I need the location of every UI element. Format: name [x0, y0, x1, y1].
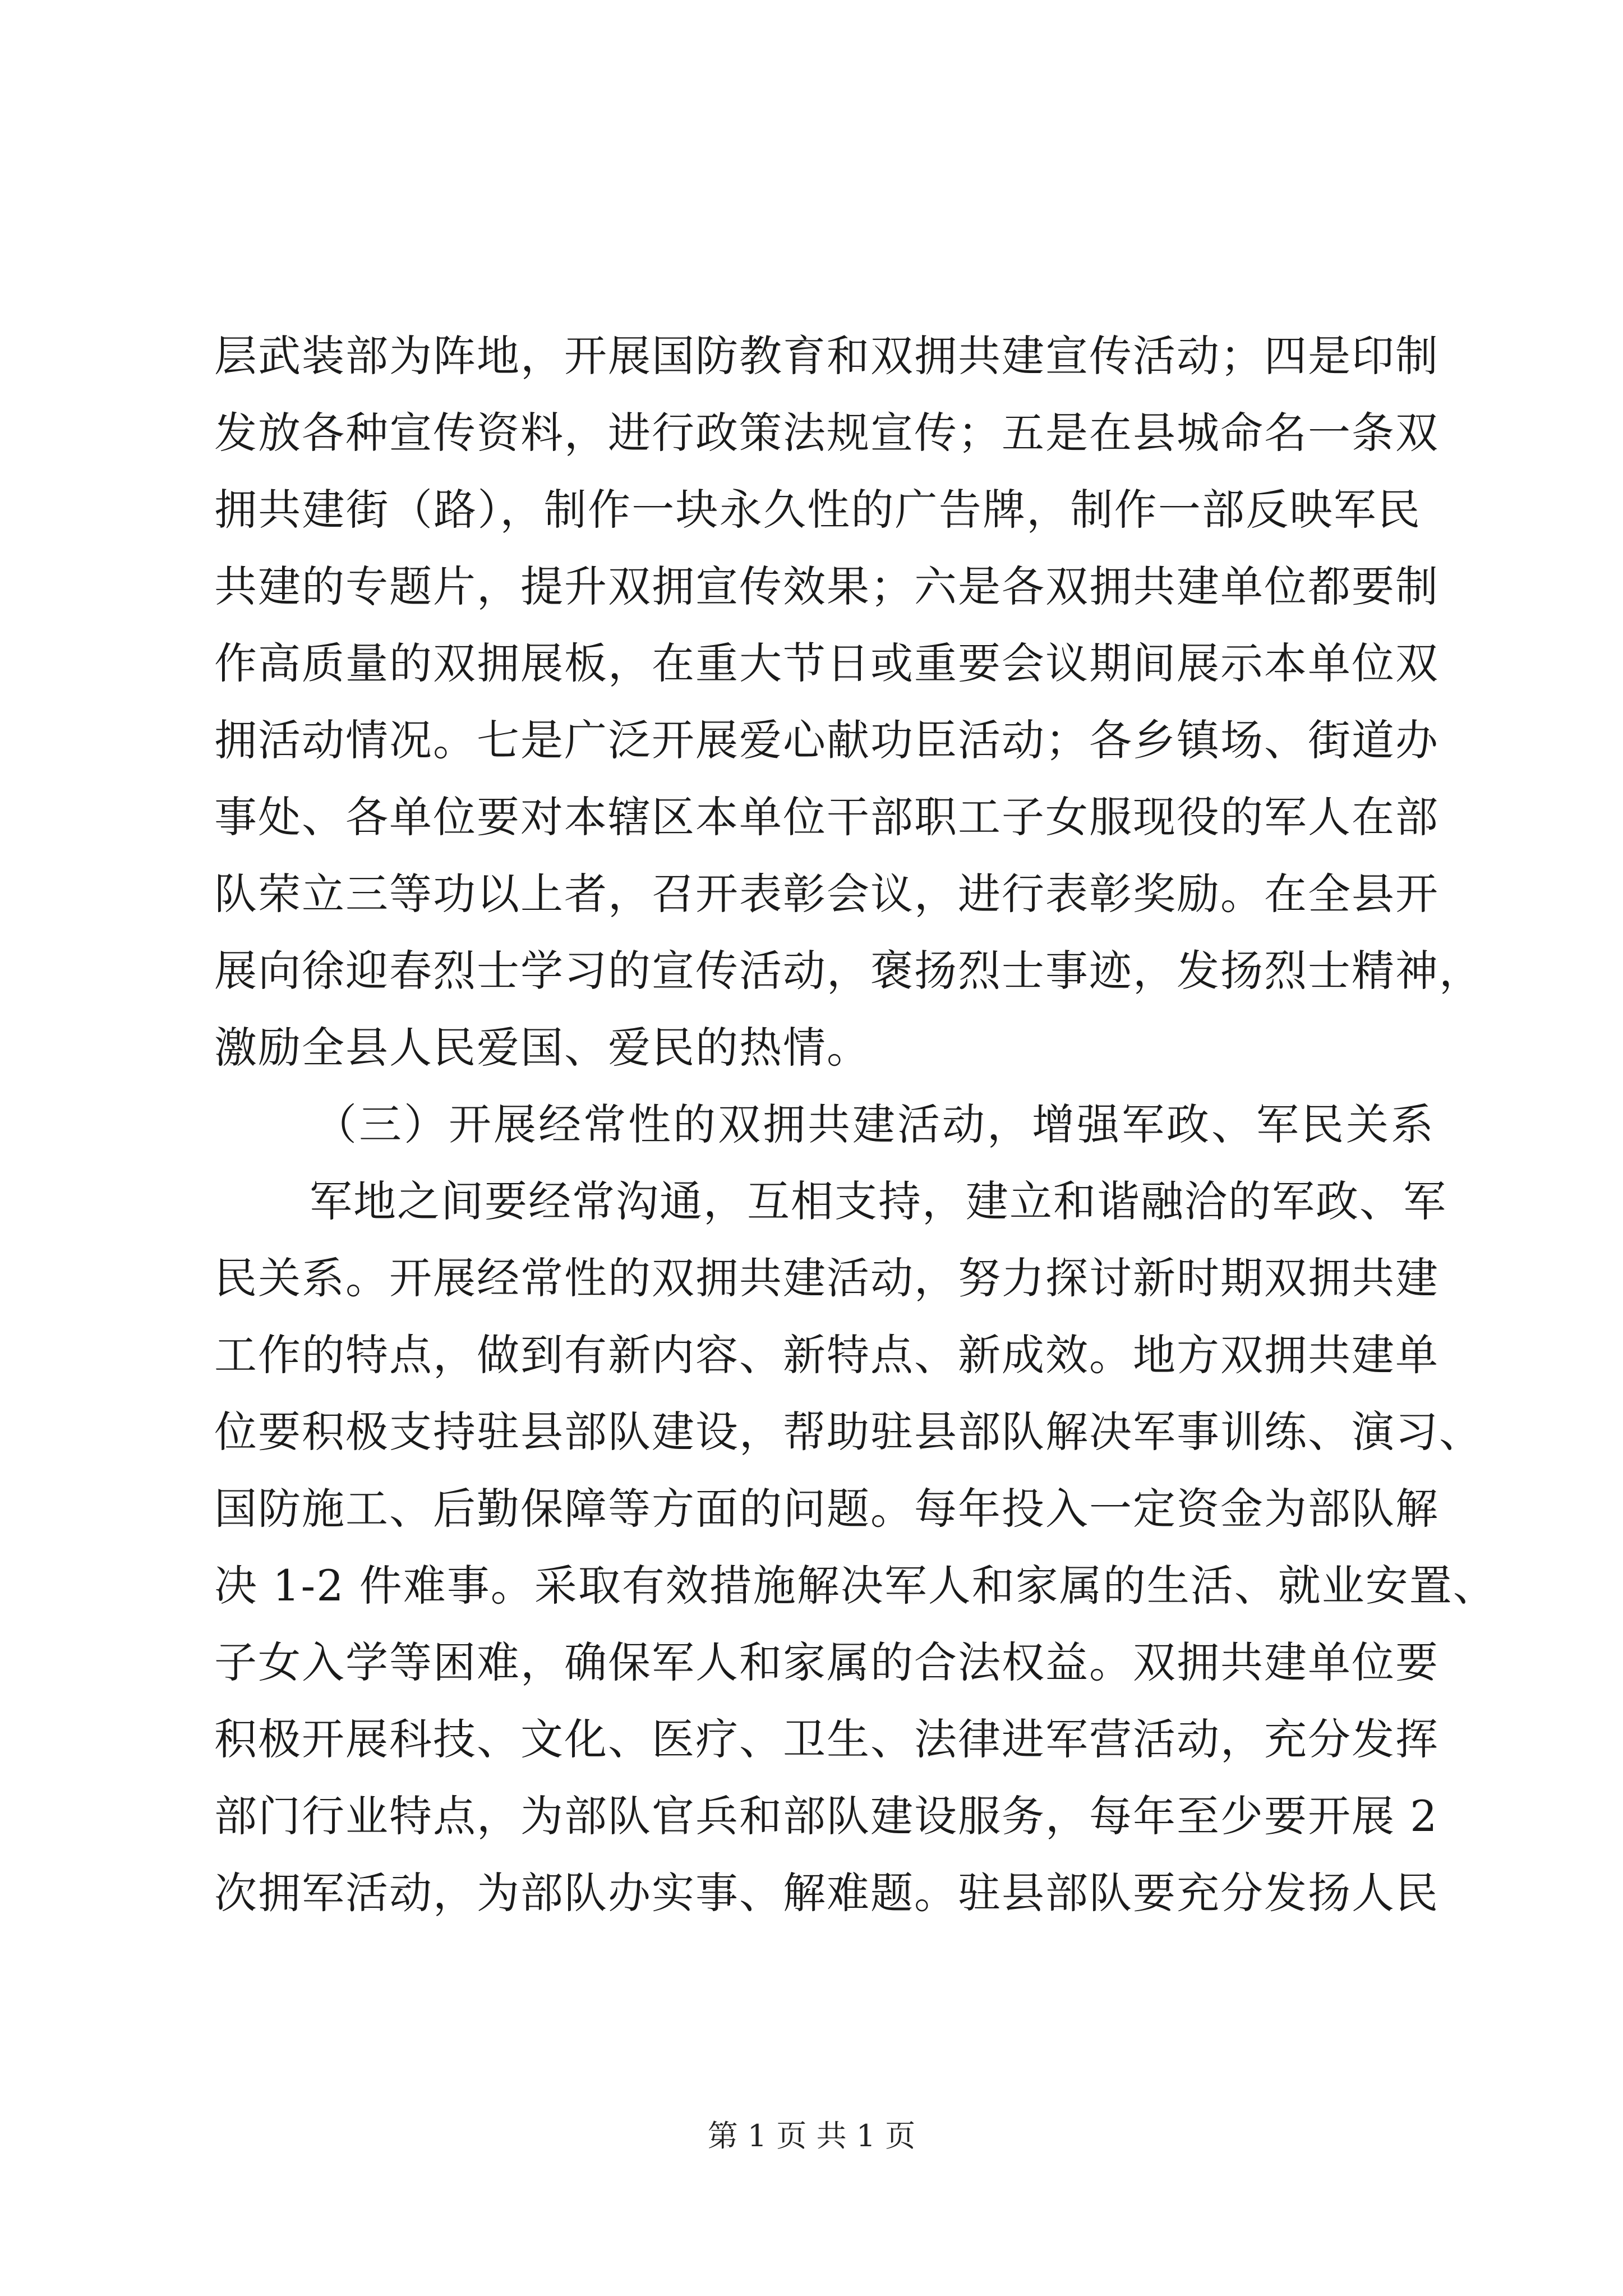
paragraph-line: 决 1-2 件难事。采取有效措施解决军人和家属的生活、就业安置、	[214, 1561, 1497, 1611]
paragraph-line: 位要积极支持驻县部队建设，帮助驻县部队解决军事训练、演习、	[214, 1407, 1483, 1457]
paragraph-line: 拥共建街（路），制作一块永久性的广告牌，制作一部反映军民	[214, 485, 1421, 535]
paragraph-line: 部门行业特点，为部队官兵和部队建设服务，每年至少要开展 2	[214, 1791, 1438, 1841]
paragraph-line: 次拥军活动，为部队办实事、解难题。驻县部队要充分发扬人民	[214, 1868, 1439, 1918]
paragraph-line: 事处、各单位要对本辖区本单位干部职工子女服现役的军人在部	[214, 792, 1439, 842]
paragraph-line: 展向徐迎春烈士学习的宣传活动，褒扬烈士事迹，发扬烈士精神，	[214, 946, 1483, 996]
paragraph-line: 子女入学等困难，确保军人和家属的合法权益。双拥共建单位要	[214, 1637, 1439, 1687]
paragraph-line: 层武装部为阵地，开展国防教育和双拥共建宣传活动；四是印制	[214, 331, 1439, 381]
paragraph-line: 民关系。开展经常性的双拥共建活动，努力探讨新时期双拥共建	[214, 1253, 1439, 1303]
paragraph-line: 激励全县人民爱国、爱民的热情。	[214, 1023, 870, 1073]
page-number-footer: 第 1 页 共 1 页	[707, 2118, 916, 2154]
paragraph-line: 国防施工、后勤保障等方面的问题。每年投入一定资金为部队解	[214, 1484, 1439, 1534]
paragraph-line: 发放各种宣传资料，进行政策法规宣传；五是在县城命名一条双	[214, 408, 1439, 458]
paragraph-line: 工作的特点，做到有新内容、新特点、新成效。地方双拥共建单	[214, 1330, 1439, 1380]
section-heading: （三）开展经常性的双拥共建活动，增强军政、军民关系	[314, 1099, 1436, 1149]
paragraph-line: 作高质量的双拥展板，在重大节日或重要会议期间展示本单位双	[214, 638, 1439, 688]
paragraph-line: 共建的专题片，提升双拥宣传效果；六是各双拥共建单位都要制	[214, 562, 1439, 611]
paragraph-line: 积极开展科技、文化、医疗、卫生、法律进军营活动，充分发挥	[214, 1714, 1439, 1764]
paragraph-line: 军地之间要经常沟通，互相支持，建立和谐融洽的军政、军	[310, 1176, 1447, 1226]
paragraph-line: 队荣立三等功以上者，召开表彰会议，进行表彰奖励。在全县开	[214, 869, 1439, 919]
paragraph-line: 拥活动情况。七是广泛开展爱心献功臣活动；各乡镇场、街道办	[214, 715, 1439, 765]
